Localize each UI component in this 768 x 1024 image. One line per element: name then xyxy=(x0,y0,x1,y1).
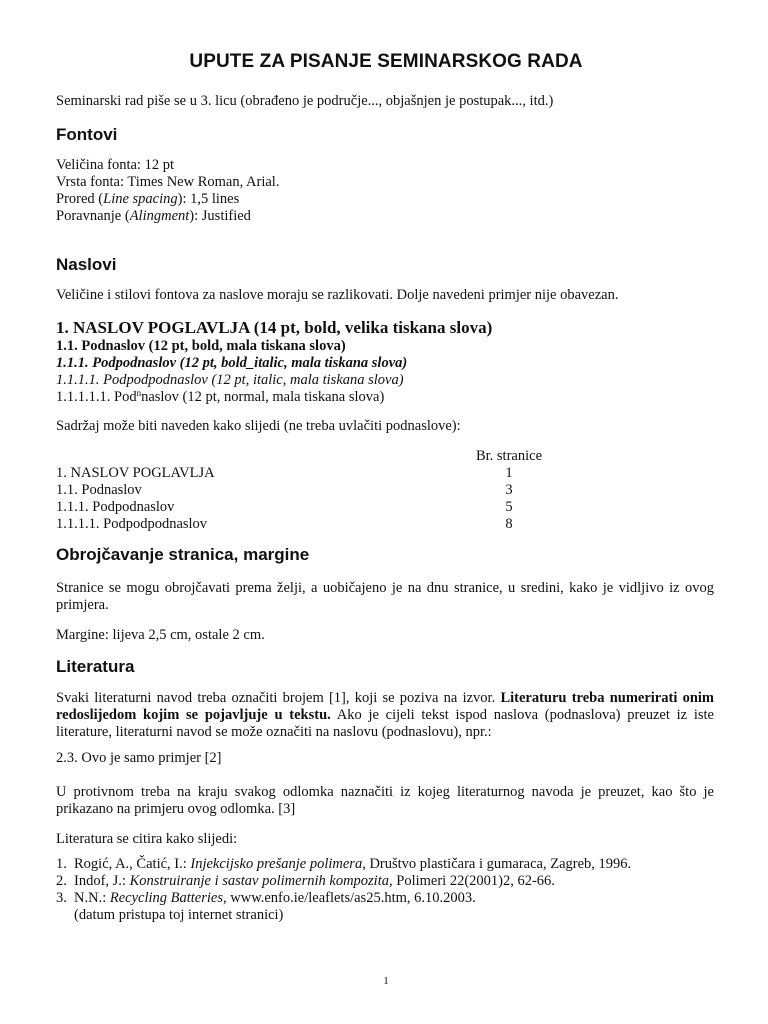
toc-page: 8 xyxy=(505,516,513,532)
section-heading-fonts: Fontovi xyxy=(56,125,118,144)
alignment-line: Poravnanje (Alingment): Justified xyxy=(56,208,251,224)
heading-examples xyxy=(56,318,492,406)
toc-label: 1.1.1. Podpodnaslov xyxy=(56,499,175,515)
font-size-line: Veličina fonta: 12 pt xyxy=(56,157,174,173)
literatura-paragraph-1: Svaki literaturni navod treba označiti brojem [1], koji se poziva na izvor. Literaturu treba numerirati onim redoslijedom kojim se pojavljuje u tekstu. Ako je cijeli tekst ispod naslova (podnaslova) preuzet iz iste literature, literaturni navod se može označiti na naslovu (podnaslovu), npr.: xyxy=(56,690,715,740)
heading-example-level4: 1.1.1.1. Podpodpodnaslov (12 pt, italic, mala tiskana slova) xyxy=(56,372,404,388)
naslovi-paragraph: Veličine i stilovi fontova za naslove moraju se razlikovati. Dolje navedeni primjer nije obavezan. xyxy=(56,287,619,303)
heading-example-level1: 1. NASLOV POGLAVLJA (14 pt, bold, velika tiskana slova) xyxy=(56,318,493,337)
section-heading-literatura: Literatura xyxy=(56,657,135,676)
toc-header-row xyxy=(56,448,552,465)
citation-intro: Literatura se citira kako slijedi: xyxy=(56,831,238,847)
fonts-list xyxy=(56,157,279,225)
toc-page: 1 xyxy=(505,465,513,481)
toc-label: 1. NASLOV POGLAVLJA xyxy=(56,465,215,481)
literatura-example-line: 2.3. Ovo je samo primjer [2] xyxy=(56,750,222,766)
page-number: 1 xyxy=(383,975,389,987)
table-row xyxy=(56,482,552,499)
toc-intro-paragraph: Sadržaj može biti naveden kako slijedi (ne treba uvlačiti podnaslove): xyxy=(56,418,461,434)
heading-example-level2: 1.1. Podnaslov (12 pt, bold, mala tiskana slova) xyxy=(56,338,346,354)
toc-header-page: Br. stranice xyxy=(475,448,543,464)
list-item: 2. Indof, J.: Konstruiranje i sastav polimernih kompozita, Polimeri 22(2001)2, 62-66. xyxy=(56,873,555,889)
intro-paragraph: Seminarski rad piše se u 3. licu (obrađeno je područje..., objašnjen je postupak..., itd.) xyxy=(56,93,554,109)
heading-example-level5: 1.1.1.1.1. Pod$^n$naslov (12 pt, normal, mala tiskana slova) xyxy=(56,388,385,405)
heading-example-level3: 1.1.1. Podpodnaslov (12 pt, bold_italic, mala tiskana slova) xyxy=(56,355,408,371)
document-title: UPUTE ZA PISANJE SEMINARSKOG RADA xyxy=(189,51,583,72)
toc-label: 1.1.1.1. Podpodpodnaslov xyxy=(56,516,208,532)
table-row xyxy=(56,499,552,516)
font-type-line: Vrsta fonta: Times New Roman, Arial. xyxy=(56,174,280,190)
section-heading-naslovi: Naslovi xyxy=(56,255,117,274)
toc-label: 1.1. Podnaslov xyxy=(56,482,142,498)
table-row xyxy=(56,516,552,533)
list-item: 3. N.N.: Recycling Batteries, www.enfo.ie/leaflets/as25.htm, 6.10.2003. (datum pristupa toj internet stranici) xyxy=(56,890,476,923)
reference-list xyxy=(56,856,716,924)
toc-page: 3 xyxy=(505,482,513,498)
margins-paragraph: Margine: lijeva 2,5 cm, ostale 2 cm. xyxy=(56,627,265,643)
page-numbering-paragraph: Stranice se mogu obrojčavati prema želji, a uobičajeno je na dnu stranice, u sredini, kako je vidljivo iz ovog primjera. xyxy=(56,580,714,613)
table-row xyxy=(56,465,552,482)
section-heading-page-numbering: Obrojčavanje stranica, margine xyxy=(56,545,310,564)
list-item: 1. Rogić, A., Čatić, I.: Injekcijsko prešanje polimera, Društvo plastičara i gumaraca, Zagreb, 1996. xyxy=(56,856,632,872)
toc-page: 5 xyxy=(505,499,513,515)
line-spacing-line: Prored (Line spacing): 1,5 lines xyxy=(56,191,240,207)
literatura-paragraph-2: U protivnom treba na kraju svakog odlomka naznačiti iz kojeg literaturnog navoda je preuzet, kao što je prikazano na primjeru ovog odlomka. [3] xyxy=(56,784,714,817)
toc-table xyxy=(56,448,552,533)
